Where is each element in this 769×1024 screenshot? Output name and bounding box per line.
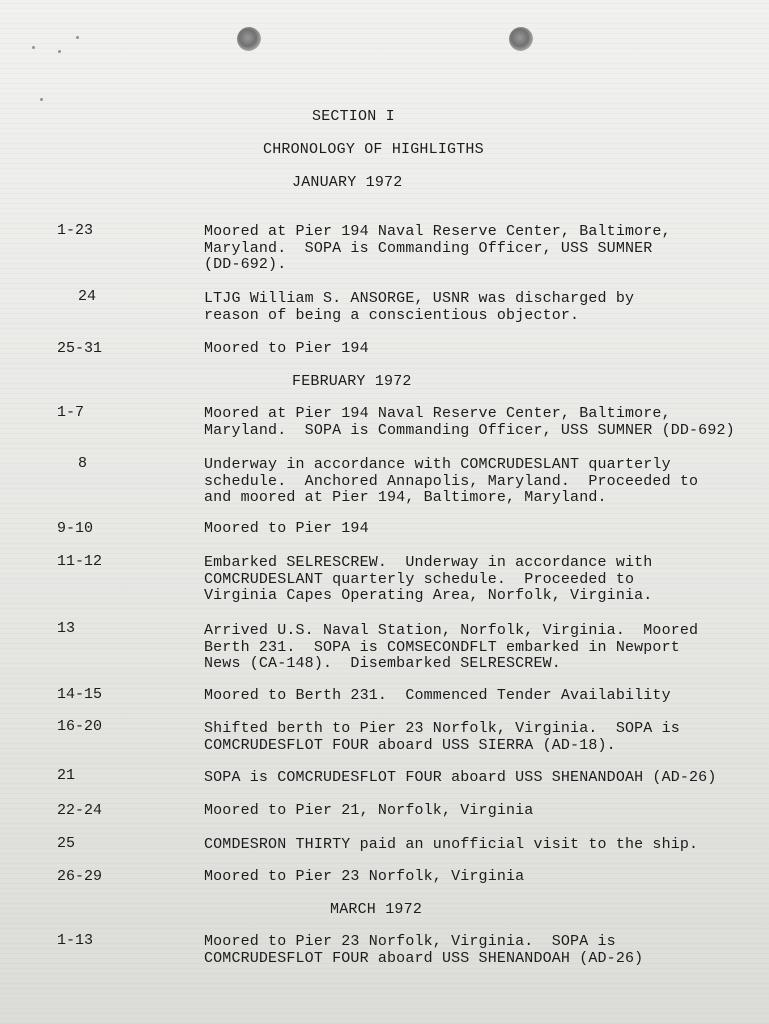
month-heading-march: MARCH 1972 — [330, 901, 423, 918]
speck — [32, 46, 35, 49]
entry-text: Moored to Pier 194 — [204, 520, 369, 537]
punch-hole-right — [509, 27, 533, 51]
entry-date: 16-20 — [57, 718, 103, 735]
entry-date: 25-31 — [57, 340, 103, 357]
punch-hole-left — [237, 27, 261, 51]
entry-text: Moored to Pier 23 Norfolk, Virginia. SOPA is COMCRUDESFLOT FOUR aboard USS SHENANDOAH (AD-26) — [204, 933, 644, 967]
entry-date: 26-29 — [57, 868, 103, 885]
month-heading-january: JANUARY 1972 — [292, 174, 403, 191]
entry-date: 22-24 — [57, 802, 103, 819]
entry-date: 25 — [57, 835, 76, 852]
entry-text: Moored at Pier 194 Naval Reserve Center, Baltimore, Maryland. SOPA is Commanding Officer, USS SUMNER (DD-692) — [204, 405, 735, 439]
entry-text: COMDESRON THIRTY paid an unofficial visit to the ship. — [204, 836, 699, 853]
entry-text: Moored to Pier 23 Norfolk, Virginia — [204, 868, 525, 885]
entry-date: 1-13 — [57, 932, 94, 949]
speck — [58, 50, 61, 53]
entry-date: 8 — [78, 455, 88, 472]
speck — [76, 36, 79, 39]
entry-text: Moored at Pier 194 Naval Reserve Center, Baltimore, Maryland. SOPA is Commanding Officer, USS SUMNER (DD-692). — [204, 223, 671, 273]
speck — [40, 98, 43, 101]
entry-text: Moored to Berth 231. Commenced Tender Availability — [204, 687, 671, 704]
entry-date: 1-23 — [57, 222, 94, 239]
entry-text: SOPA is COMCRUDESFLOT FOUR aboard USS SHENANDOAH (AD-26) — [204, 769, 717, 786]
section-heading: SECTION I — [312, 108, 395, 125]
entry-date: 21 — [57, 767, 76, 784]
entry-text: Arrived U.S. Naval Station, Norfolk, Virginia. Moored Berth 231. SOPA is COMSECONDFLT embarked in Newport News (CA-148). Disembarked SELRESCREW. — [204, 622, 699, 672]
entry-date: 14-15 — [57, 686, 103, 703]
entry-date: 11-12 — [57, 553, 103, 570]
entry-text: Shifted berth to Pier 23 Norfolk, Virginia. SOPA is COMCRUDESFLOT FOUR aboard USS SIERRA (AD-18). — [204, 720, 680, 754]
month-heading-february: FEBRUARY 1972 — [292, 373, 412, 390]
entry-date: 24 — [78, 288, 97, 305]
entry-date: 9-10 — [57, 520, 94, 537]
document-title: CHRONOLOGY OF HIGHLIGTHS — [263, 141, 484, 158]
entry-text: Embarked SELRESCREW. Underway in accordance with COMCRUDESLANT quarterly schedule. Proceeded to Virginia Capes Operating Area, Norfolk, Virginia. — [204, 554, 653, 604]
entry-text: LTJG William S. ANSORGE, USNR was discharged by reason of being a conscientious objector. — [204, 290, 635, 324]
entry-text: Underway in accordance with COMCRUDESLANT quarterly schedule. Anchored Annapolis, Maryland. Proceeded to and moored at Pier 194, Baltimore, Maryland. — [204, 456, 699, 506]
entry-date: 13 — [57, 620, 76, 637]
entry-date: 1-7 — [57, 404, 85, 421]
entry-text: Moored to Pier 21, Norfolk, Virginia — [204, 802, 534, 819]
entry-text: Moored to Pier 194 — [204, 340, 369, 357]
